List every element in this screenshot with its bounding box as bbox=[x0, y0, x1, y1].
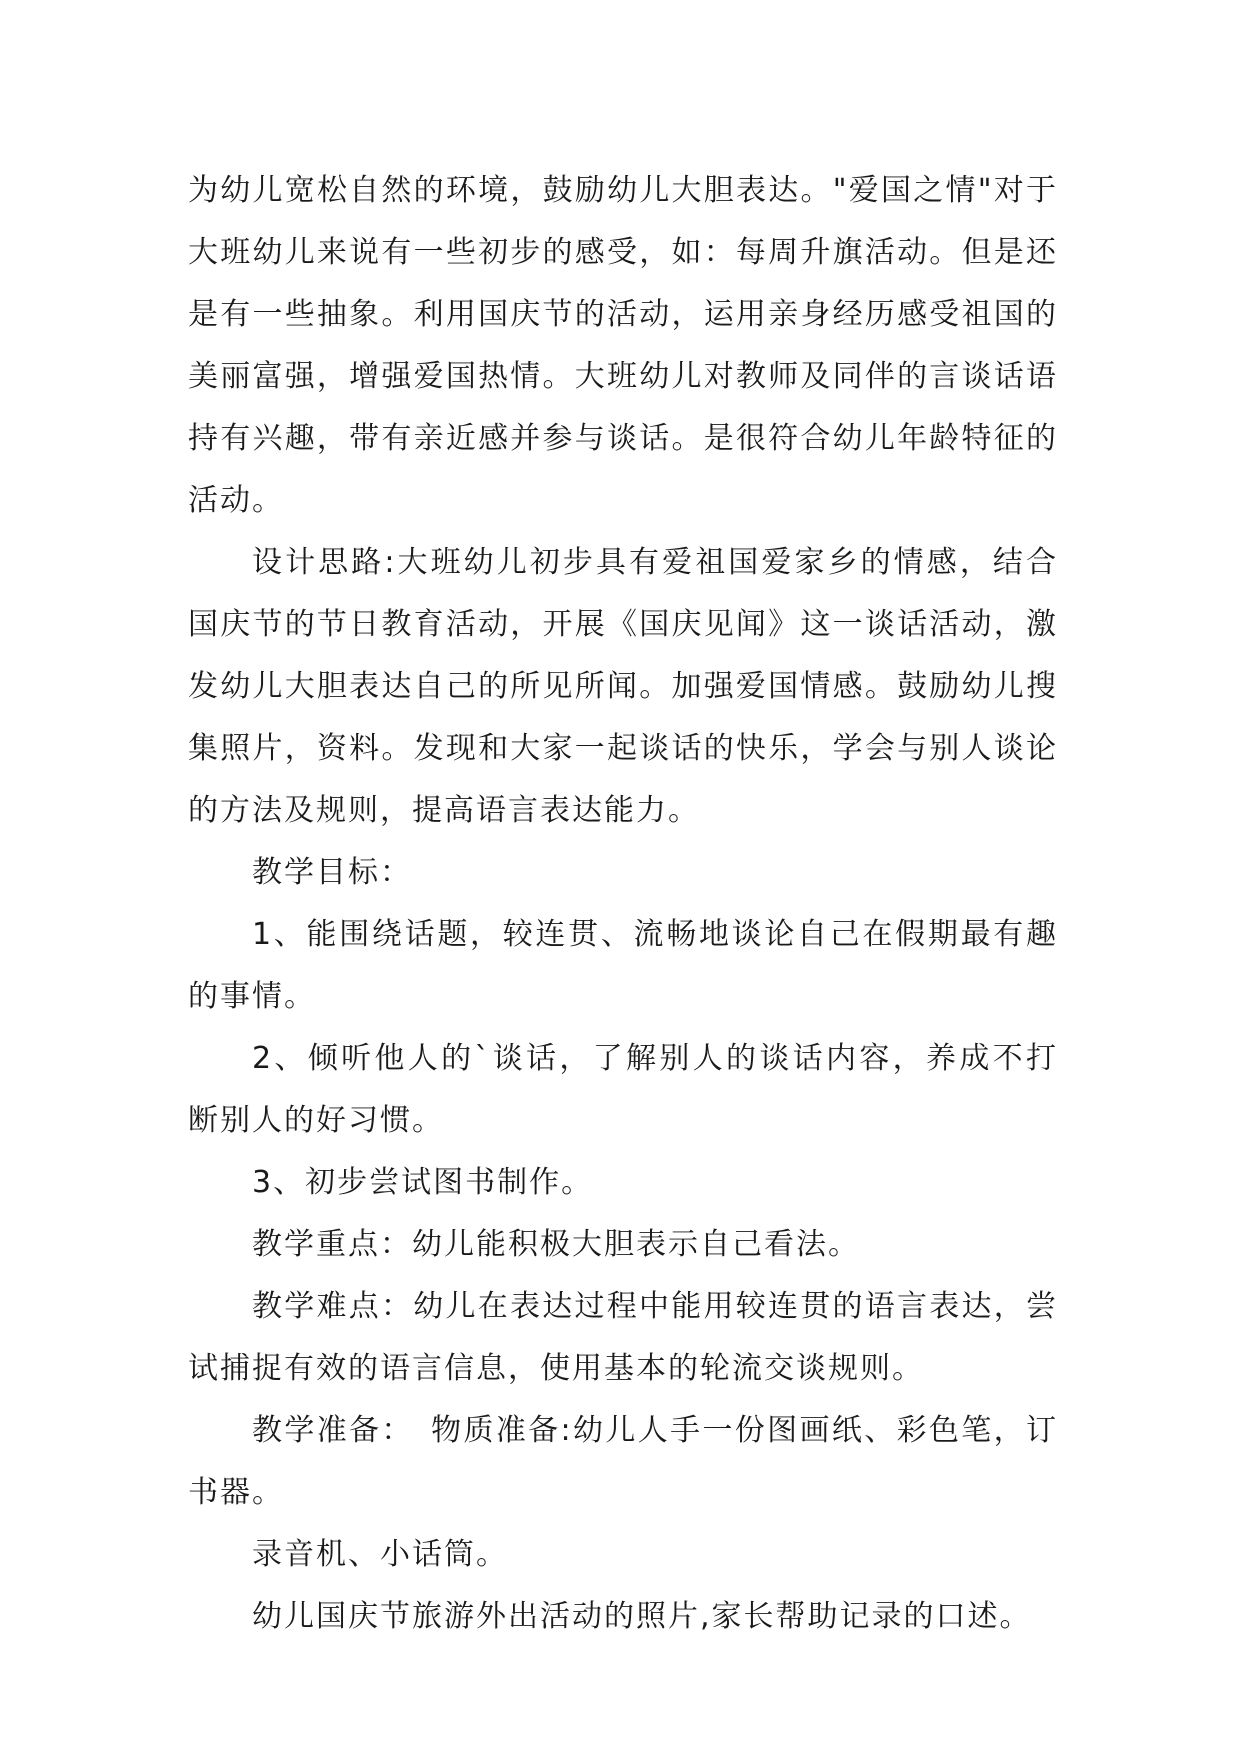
paragraph-teaching-preparation: 教学准备： 物质准备:幼儿人手一份图画纸、彩色笔，订书器。 bbox=[188, 1413, 1058, 1510]
paragraph-teaching-difficulty: 教学难点：幼儿在表达过程中能用较连贯的语言表达，尝试捕捉有效的语言信息，使用基本的轮流交谈规则。 bbox=[188, 1289, 1058, 1386]
paragraph-equipment: 录音机、小话筒。 bbox=[252, 1537, 508, 1572]
goal-item-3: 3、初步尝试图书制作。 bbox=[252, 1165, 594, 1200]
goal-item-1: 1、能围绕话题，较连贯、流畅地谈论自己在假期最有趣的事情。 bbox=[188, 917, 1058, 1014]
goal-item-2: 2、倾听他人的`谈话，了解别人的谈话内容，养成不打断别人的好习惯。 bbox=[188, 1041, 1058, 1138]
paragraph-continuation: 为幼儿宽松自然的环境，鼓励幼儿大胆表达。"爱国之情"对于大班幼儿来说有一些初步的感受，如：每周升旗活动。但是还是有一些抽象。利用国庆节的活动，运用亲身经历感受祖国的美丽富强，增强爱国热情。大班幼儿对教师及同伴的言谈话语持有兴趣，带有亲近感并参与谈话。是很符合幼儿年龄特征的活动。 bbox=[188, 173, 1058, 518]
document-body bbox=[188, 160, 1058, 1648]
heading-teaching-goals: 教学目标： bbox=[252, 855, 412, 890]
paragraph-photos: 幼儿国庆节旅游外出活动的照片,家长帮助记录的口述。 bbox=[252, 1599, 1032, 1634]
paragraph-design-idea: 设计思路:大班幼儿初步具有爱祖国爱家乡的情感，结合国庆节的节日教育活动，开展《国庆见闻》这一谈话活动，激发幼儿大胆表达自己的所见所闻。加强爱国情感。鼓励幼儿搜集照片，资料。发现和大家一起谈话的快乐，学会与别人谈论的方法及规则，提高语言表达能力。 bbox=[188, 545, 1058, 828]
paragraph-teaching-focus: 教学重点：幼儿能积极大胆表示自己看法。 bbox=[252, 1227, 860, 1262]
